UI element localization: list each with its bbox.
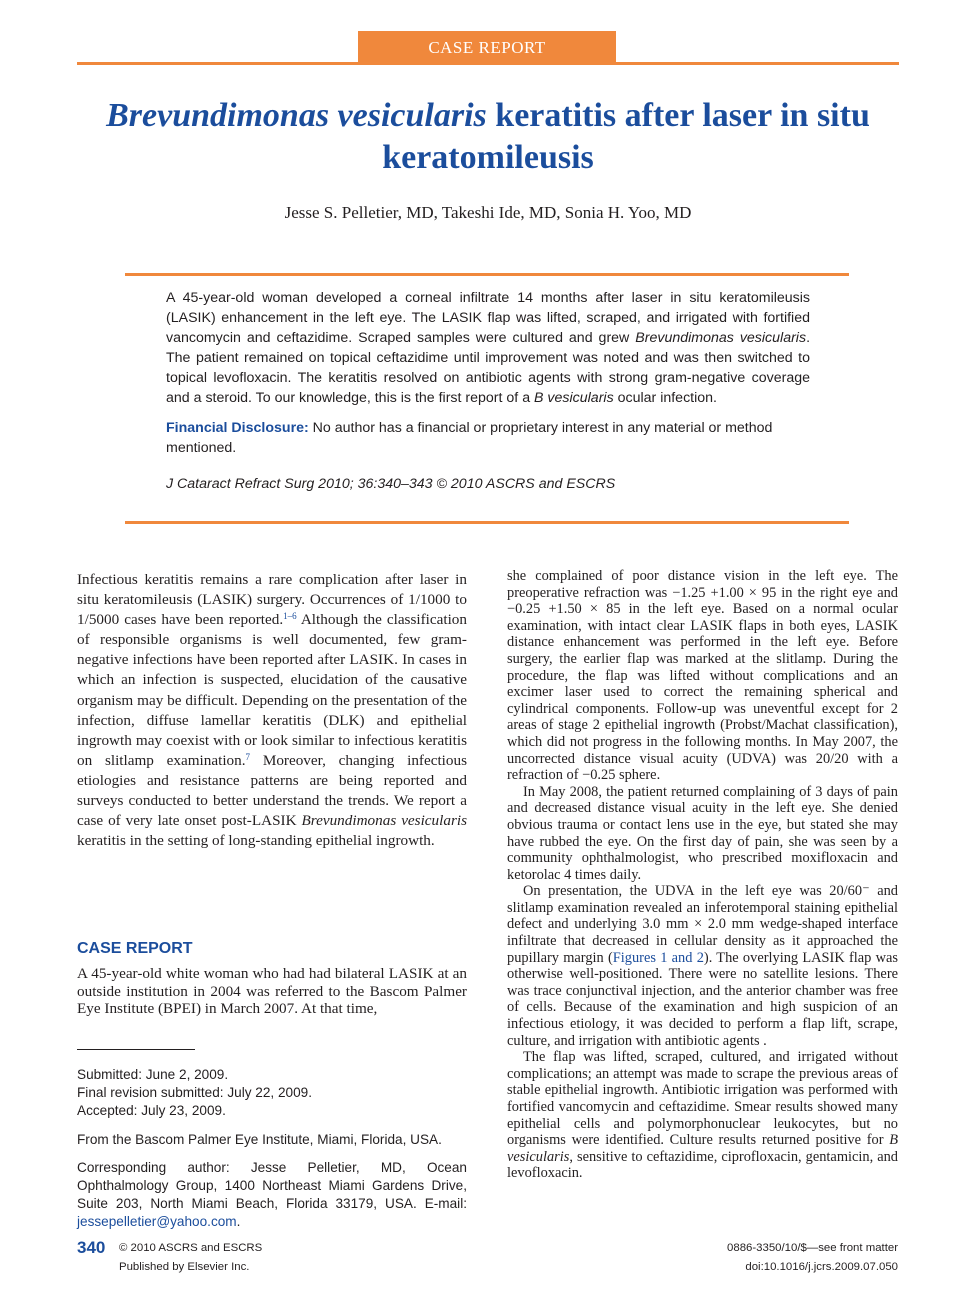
figure-reference-link[interactable]: Figures 1 and 2 <box>612 949 704 966</box>
financial-disclosure <box>166 418 810 458</box>
footnote-rule <box>77 1049 195 1050</box>
footer-doi[interactable]: doi:10.1016/j.jcrs.2009.07.050 <box>745 1261 898 1273</box>
abstract-bottom-rule <box>125 521 849 524</box>
correspondence <box>77 1159 467 1232</box>
body-paragraph: In May 2008, the patient returned complaining of 3 days of pain and decreased distance visual acuity in the left eye. She denied obvious trauma or contact lens use in the eye, but stated she may have rubbed the eye. On the first day of pain, she was seen by a community ophthalmologist, who prescribed moxifloxacin and ketorolac 4 times daily. <box>507 783 898 883</box>
abstract-segment: ocular infection. <box>613 390 717 406</box>
body-segment: ). The overlying LASIK flap was otherwise well-positioned. There were no satellite lesions. There was trace conjunctival injection, and the anterior chamber was free of cells. Because of the examination and high suspicion of an infectious etiology, it was decided to perform a flap lift, scrape, culture, and irrigation with antibiotic agents . <box>507 949 898 1049</box>
right-column <box>507 568 898 1182</box>
abstract-organism: Brevundimonas vesicularis <box>635 330 807 346</box>
revision-date: Final revision submitted: July 22, 2009. <box>77 1085 312 1101</box>
abstract <box>166 288 810 494</box>
body-organism: B vesicularis <box>507 1132 898 1165</box>
title-rest: keratitis after laser in situ keratomileusis <box>382 97 870 176</box>
section-heading: CASE REPORT <box>77 940 193 957</box>
intro-segment: keratitis in the setting of long-standing epithelial ingrowth. <box>77 832 435 850</box>
reference-citation[interactable]: 1–6 <box>283 611 297 622</box>
body-paragraph <box>507 883 898 1049</box>
intro-segment: Although the classification of responsible organisms is well documented, few gram-negative infections have been reported after LASIK. In cases in which an infection is suspected, elucidation of the causative organism may be difficult. Depending on the presentation of the infection, diffuse lamellar keratitis (DLK) and epithelial ingrowth may coexist with or look similar to infectious keratitis on slitlamp examination. <box>77 611 467 769</box>
abstract-segment: . The patient remained on topical ceftazidime until improvement was noted and was then switched to topical levofloxacin. The keratitis resolved on antibiotic agents with strong gram-negative coverage and a steroid. To our knowledge, this is the first report of a <box>166 330 811 406</box>
title-organism: Brevundimonas vesicularis <box>106 97 487 134</box>
intro-paragraph <box>77 570 467 851</box>
body-paragraph: she complained of poor distance vision in the left eye. The preoperative refraction was −1.25 +1.00 × 95 in the right eye and −0.25 +1.50 × 85 in the left eye. Based on a normal ocular examination, with intact clear LASIK flaps in both eyes, LASIK distance enhancement was performed in the left eye. Before surgery, the earlier flap was marked at the slitlamp. During the procedure, the flap was lifted without complications and an excimer laser used to correct the remaining spherical and cylindrical components. Follow-up was uneventful except for 2 areas of stage 2 epithelial ingrowth (Probst/Machat classification), which did not progress in the following months. In May 2007, the uncorrected distance visual acuity (UDVA) was 20/20 with a refraction of −0.25 sphere. <box>507 568 898 784</box>
correspondence-period: . <box>236 1214 241 1230</box>
body-segment: The flap was lifted, scraped, cultured, and irrigated without complications; an attempt was made to scrape the previous areas of stable epithelial ingrowth. Antibiotic irrigation was performed with fortified vancomycin and ceftazidime. Smear results showed many epithelial cells and polymorphonuclear leukocytes, but no organisms were identified. Culture results returned positive for <box>507 1049 898 1149</box>
body-segment: , sensitive to ceftazidime, ciprofloxacin, gentamicin, and levofloxacin. <box>507 1148 898 1182</box>
abstract-organism-short: B vesicularis <box>534 390 614 406</box>
footer-copyright: © 2010 ASCRS and ESCRS <box>119 1242 263 1254</box>
footer-issn: 0886-3350/10/$—see front matter <box>727 1242 898 1254</box>
journal-citation: J Cataract Refract Surg 2010; 36:340–343 © 2010 ASCRS and ESCRS <box>166 476 616 492</box>
submitted-date: Submitted: June 2, 2009. <box>77 1067 229 1082</box>
case-report-text <box>77 965 467 1018</box>
page-number: 340 <box>77 1238 106 1257</box>
correspondence-text: Corresponding author: Jesse Pelletier, MD, Ocean Ophthalmology Group, 1400 Northeast Miami Gardens Drive, Suite 203, North Miami Beach, Florida 33179, USA. E-mail: <box>77 1159 467 1212</box>
accepted-date: Accepted: July 23, 2009. <box>77 1103 226 1119</box>
abstract-top-rule <box>125 273 849 276</box>
abstract-text <box>166 288 810 408</box>
footnotes <box>77 1066 467 1232</box>
abstract-segment: A 45-year-old woman developed a corneal infiltrate 14 months after laser in situ keratomileusis (LASIK) enhancement in the left eye. The LASIK flap was lifted, scraped, and irrigated with fortified vancomycin and ceftazidime. Scraped samples were cultured and grew <box>166 290 810 346</box>
body-paragraph <box>507 1049 898 1182</box>
footer-publisher: Published by Elsevier Inc. <box>119 1261 250 1273</box>
author-list: Jesse S. Pelletier, MD, Takeshi Ide, MD, Sonia H. Yoo, MD <box>284 203 692 222</box>
email-link[interactable]: jessepelletier@yahoo.com <box>77 1214 237 1230</box>
intro-segment: Infectious keratitis remains a rare complication after laser in situ keratomileusis (LASIK) surgery. Occurrences of 1/1000 to 1/5000 cases have been reported. <box>77 571 467 629</box>
intro-column <box>77 570 467 851</box>
body-segment: On presentation, the UDVA in the left eye was 20/60⁻ and slitlamp examination revealed an inferotemporal staining epithelial defect and underlying 3.0 mm × 2.0 mm wedge-shaped interface infiltrate that decreased in cellular density as it approached the pupillary margin ( <box>507 883 898 966</box>
intro-segment: Moreover, changing infectious etiologies and resistance patterns are being reported and surveys conducted to better understand the trends. We report a case of very late onset post-LASIK <box>77 751 467 830</box>
reference-citation[interactable]: 7 <box>245 751 251 762</box>
section-label: CASE REPORT <box>358 31 616 65</box>
article-title <box>77 95 899 179</box>
case-paragraph: A 45-year-old white woman who had had bilateral LASIK at an outside institution in 2004 was referred to the Bascom Palmer Eye Institute (BPEI) in March 2007. At that time, <box>77 965 467 1017</box>
disclosure-text: No author has a financial or proprietary interest in any material or method mentioned. <box>166 420 773 456</box>
intro-organism: Brevundimonas vesicularis <box>301 812 467 830</box>
disclosure-label: Financial Disclosure: <box>166 420 309 436</box>
affiliation: From the Bascom Palmer Eye Institute, Miami, Florida, USA. <box>77 1131 442 1147</box>
